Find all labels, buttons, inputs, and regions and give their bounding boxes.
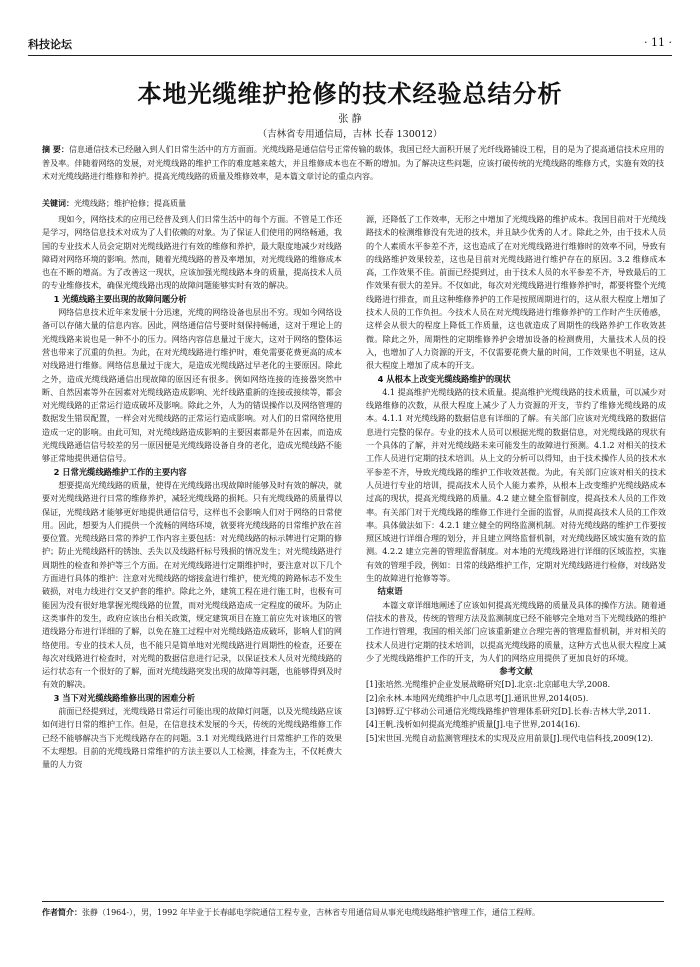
section-heading-4: 4 从根本上改变光缆线路维护的现状 <box>377 373 511 384</box>
keywords-label: 关键词： <box>42 199 74 208</box>
author-bio-footnote <box>42 906 664 919</box>
page-number: · 11 · <box>644 36 672 49</box>
abstract-text: 信息通信技术已经融入到人们日常生活中的方方面面。光缆线路是通信信号正常传输的载体，我国已经大面积开展了光纤线路铺设工程，目的是为了提高通信技术应用的普及率。伴随着网络的发展，对光缆线路的维护工作的难度越来越大，并且维修成本也在不断的增加。为了解决这些问题，应该打破传统的光缆线路的维修方式，实施有效的技术对光缆线路进行维修和养护。提高光缆线路的质量及维修效率，是本篇文章讨论的重点内容。 <box>42 145 664 181</box>
footnote-text: 张静（1964-），男，1992 年毕业于长春邮电学院通信工程专业，吉林省专用通信局从事光电缆线路维护管理工作，通信工程师。 <box>82 908 540 917</box>
reference-item: [1]张培然.光缆维护企业发展战略研究[D].北京:北京邮电大学,2008. <box>366 679 611 690</box>
reference-item: [3]韩野.辽宁移动公司通信光缆线路维护管理体系研究[D].长春:吉林大学,2011. <box>366 705 651 716</box>
section-2-text: 想要提高光缆线路的质量，使得在光缆线路出现故障时能够及时有效的解决，就要对光缆线路进行日常的维修养护，减轻光缆线路的损耗。只有光缆线路的质量得以保证，光缆线路才能够更好地提供通信信号，这样也不会影响人们对于网络的日常使用。因此，想要为人们提供一个流畅的网络环境，就要将光缆线路的日常维护放在首要位置。光缆线路日常的养护工作内容主要包括：对光缆线路的标示牌进行定期的修护；防止光缆线路杆的锈蚀、丢失以及线路杆标号残损的情况发生；对光缆线路进行周期性的检查和养护等三个方面。在对光缆线路进行定期维护时，要注意对以下几个方面进行具体的维护：注意对光缆线路的熔接盒进行维护，使光缆的跨路标志不发生破损，对电力线进行交叉护套的维护。除此之外，建筑工程在进行施工时，也极有可能因为没有很好地掌握光缆线路的位置，而对光缆线路造成一定程度的破坏。为防止这类事件的发生，政府应该出台相关政策，规定建筑项目在施工前应先对该地区的管道线路分布进行详细的了解，以免在施工过程中对光缆线路造成破坏，影响人们的网络使用。专业的技术人员，也不能只是简单地对光缆线路进行周期性的检查，还要在每次对线路进行检查时，对光缆的数据信息进行记录，以保证技术人员对光缆线路的运行状态有一个很好的了解，面对光缆线路突发出现的故障等问题，也能够得到及时有效的解决。 <box>42 479 342 690</box>
section-heading-3: 3 当下对光缆线路维修出现的困难分析 <box>53 692 196 703</box>
footnote-divider <box>42 901 664 902</box>
abstract <box>42 143 664 184</box>
header-divider <box>28 55 672 56</box>
right-column <box>366 213 666 900</box>
conclusion-text: 本篇文章详细地阐述了应该如何提高光缆线路的质量及具体的操作方法。随着通信技术的普及，传统的管理方法及监测制度已经不能够完全地对当下光缆线路的维护工作进行管理，我国的相关部门应该重新建立合理完善的管理监督机制，并对相关的技术人员进行定期的技术培训，以提高光缆线路的质量，这种方式也从很大程度上减少了光缆线路维护工作的开支，为人们的网络应用提供了更加良好的环境。 <box>366 599 666 663</box>
section-heading-2: 2 日常光缆线路维护工作的主要内容 <box>53 466 187 477</box>
section-4-text: 4.1 提高维护光缆线路的技术质量。提高维护光缆线路的技术质量，可以减少对线路维修的次数，从很大程度上减少了人力资源的开支，节约了维修光缆线路的成本。4.1.1 对光缆线路的数据信息有详细的了解。有关部门应该对光缆线路的数据信息进行完整的保存。专业的技术人员可以根据光缆的数据信息，对光缆线路的现状有一个具体的了解，并对光缆线路未来可能发生的故障进行预测。4.1.2 对相关的技术工作人员进行定期的技术培训。从上文的分析可以得知，由于技术操作人员的技术水平参差不齐，导致光缆线路的维护工作收效甚微。为此，有关部门应该对相关的技术人员进行专业的培训，提高技术人员个人能力素养，从根本上改变维护光缆线路成本过高的现状，提高光缆线路的质量。4.2 建立健全监督制度，提高技术人员的工作效率。有关部门对于光缆线路的维修工作进行全面的监督，从而提高技术人员的工作效率。具体做法如下：4.2.1 建立健全的网络监测机制。对待光缆线路的维护工作要按照区域进行详细合理的划分，并且建立网络监督机制，对光缆线路区域实施有效的监测。4.2.2 建立完善的管理监督制度。对本地的光缆线路进行详细的区域监控，实施有效的管理手段，例如：日常的线路维护工作，定期对光缆线路进行检修，对线路发生的故障进行抢修等等。 <box>366 386 666 584</box>
intro-paragraph: 现如今，网络技术的应用已经普及到人们日常生活中的每个方面。不管是工作还是学习，网络信息技术对成为了人们依赖的对象。为了保证人们使用的网络畅通，我国的专业技术人员会定期对光缆线路进行有效的维修和养护，最大限度地减少对线路障碍对网络环境的影响。然而，随着光缆线路的普及率增加，对光缆线路的维修成本也在不断的增高。为了改善这一现状，应该加强光缆线路本身的质量，提高技术人员的专业维修技术，确保光缆线路出现的故障问题能够实时有效的解决。 <box>42 214 342 291</box>
references-heading: 参考文献 <box>499 666 533 677</box>
keywords-text: 光缆线路；维护抢修；提高质量 <box>74 199 186 208</box>
abstract-label: 摘 要： <box>42 145 69 154</box>
left-column <box>42 213 342 900</box>
affiliation: （吉林省专用通信局，吉林 长春 130012） <box>257 129 443 140</box>
section-3-continued: 源，还降低了工作效率，无形之中增加了光缆线路的维护成本。我国目前对于光缆线路技术的检测维修没有先进的技术，并且缺少优秀的人才。除此之外，由于技术人员的个人素质水平参差不齐，这也造成了在对光缆线路进行维修时的效率不同，导致有的线路维护效果较差，这也是目前对光缆线路进行维护存在的原因。3.2 维修成本高，工作效果不佳。前面已经提到过，由于技术人员的水平参差不齐，导致最后的工作效果有很大的差异。不仅如此，每次对光缆线路进行维修养护时，都要将整个光缆线路进行排查，而且这种维修养护的工作是按照周期进行的，这从很大程度上增加了技术人员的工作负担。今技术人员在对光缆线路进行维修养护的工作时产生厌倦感，这样会从很大的程度上降低工作质量，这也就造成了周期性的线路养护工作收效甚微。除此之外，周期性的定期维修养护会增加设备的检测费用，大量技术人员的投入，也增加了人力资源的开支，不仅需要花费大量的时间，工作效果也不明显，这从很大程度上增加了成本的开支。 <box>366 214 666 371</box>
footnote-label: 作者简介： <box>42 908 82 917</box>
section-heading-1: 1 光缆线路主要出现的故障问题分析 <box>53 293 187 304</box>
reference-item: [5]宋世国.光缆自动监测管理技术的实现及应用前景[J].现代电信科技,2009(12). <box>366 732 654 743</box>
article-title: 本地光缆维护抢修的技术经验总结分析 <box>137 80 563 108</box>
running-header <box>28 36 672 52</box>
conclusion-heading: 结束语 <box>377 586 403 597</box>
section-3-text: 前面已经提到过，光缆线路日常运行可能出现的故障灯问题，以及光缆线路应该如何进行日常的维护工作。但是，在信息技术发展的今天，传统的光缆线路维修工作已经不能够解决当下光缆线路存在的问题。3.1 对光缆线路进行日常维护工作的效果不太理想。目前的光缆线路日常维护的方法主要以人工检测，排查为主，不仅耗费大量的人力资 <box>42 705 342 770</box>
journal-section: 科技论坛 <box>28 38 72 51</box>
reference-item: [4]王帆.浅析如何提高光缆维护质量[J].电子世界,2014(16). <box>366 719 581 730</box>
keywords <box>42 197 664 210</box>
reference-item: [2]余永林.本地网光缆维护中几点思考[J].通讯世界,2014(05). <box>366 692 589 703</box>
author: 张 静 <box>338 114 362 125</box>
section-1-text: 网络信息技术近年来发展十分迅速，光缆的网络设备也层出不穷。现如今网络设备可以存储大量的信息内容。因此，网络通信信号要时刻保持畅通，这对于理论上的光缆线路来说也是一种不小的压力。网络内容信息量过于庞大，这对于网络的整体运营也带来了沉重的负担。为此，在对光缆线路进行维护时，难免需要花费更高的成本对线路进行维修。网络信息量过于庞大，是造成光缆线路过早老化的主要原因。除此之外，造成光缆线路通信出现故障的原因还有很多。例如网络连接的连接器突然中断、自然因素等外在因素对光缆线路造成影响、光纤线路重新的连接或接续等，都会对光缆线路的正常运行造成破坏及影响。除此之外，人为的错误操作以及网络管理的数据发生错误配置，一样会对光缆线路的正常运行造成影响。对人们的日常网络使用造成一定的影响。由此可知，对光缆线路造成影响的主要因素都是外在因素，而造成光缆线路通信信号较差的另一原因便是光缆线路设备自身的老化，造成光缆线路不能够正常地提供通信信号。 <box>42 307 342 464</box>
